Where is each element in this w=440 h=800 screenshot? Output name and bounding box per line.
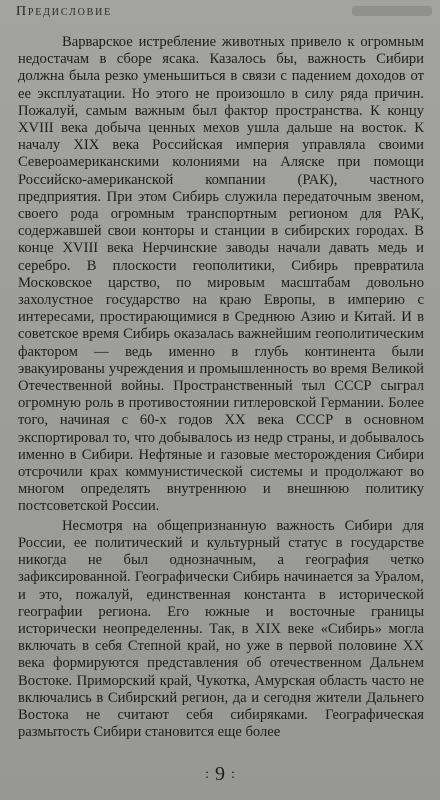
folio-ornament-left: : xyxy=(205,767,209,783)
body-text xyxy=(18,34,424,741)
running-header: Предисловие xyxy=(16,4,113,19)
paragraph-2: Несмотря на общепризнанную важность Сибири для России, ее политический и культурный статус в государстве никогда не был однозначным, а география четко зафиксированной. Географически Сибирь начинается за Уралом, и это, пожалуй, единственная константа в исторической географии региона. Его южные и восточные границы исторически неопределенны. Так, в XIX веке «Сибирь» могла включать в себя Степной край, но уже в первой половине XX века формируются представления об отечественном Дальнем Востоке. Приморский край, Чукотка, Амурская область часто не включались в Сибирский регион, да и сегодня жители Дальнего Востока не считают себя сибиряками. Географическая размытость Сибири становится еще более xyxy=(18,517,424,741)
folio-ornament-right: : xyxy=(231,767,235,783)
paragraph-1: Варварское истребление животных привело к огромным недостачам в сборе ясака. Казалось бы, важность Сибири должна была резко уменьшиться в связи с падением доходов от ее эксплуатации. Но этого не произошло в силу ряда причин. Пожалуй, самым важным был фактор пространства. К концу XVIII века добыча ценных мехов ушла дальше на восток. К началу XIX века Российская империя управляла своими Североамериканскими колониями на Аляске при помощи Российско-американской компании (РАК), частного предприятия. При этом Сибирь служила передаточным звеном, своего рода огромным транспортным регионом для РАК, содержавшей свои конторы и станции в сибирских городах. В конце XVIII века Нерчинские заводы начали давать медь и серебро. В плоскости геополитики, Сибирь превратила Московское царство, по мировым масштабам довольно захолустное государство на краю Европы, в империю с интересами, простирающимися в Среднюю Азию и Китай. И в советское время Сибирь оказалась важнейшим геополитическим фактором — ведь именно в глубь континента были эвакуированы учреждения и промышленность во время Великой Отечественной войны. Пространственный тыл СССР сыграл огромную роль в противостоянии гитлеровской Германии. Более того, начиная с 60-х годов XX века СССР в основном экспортировал то, что добывалось из недр страны, и добывалось именно в Сибири. Нефтяные и газовые месторождения Сибири отсрочили крах коммунистической системы и продолжают во многом определять внутреннюю и внешнюю политику постсоветской России. xyxy=(18,34,424,515)
header-smudge xyxy=(352,6,432,16)
page-number-value: 9 xyxy=(215,763,225,785)
page-number xyxy=(0,763,440,786)
